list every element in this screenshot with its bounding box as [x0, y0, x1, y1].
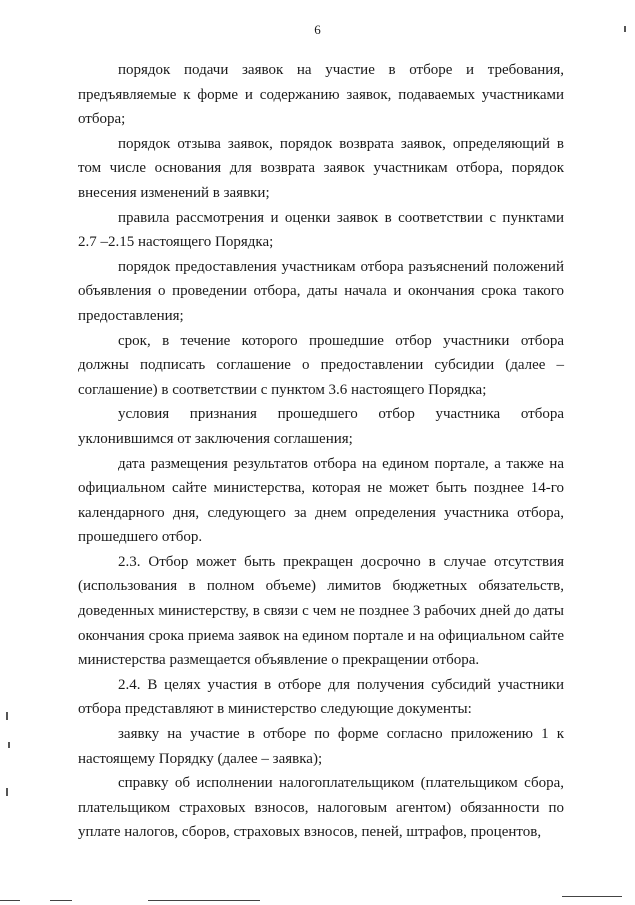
paragraph-2: порядок отзыва заявок, порядок возврата заявок, определяющий в том числе основания для возврата заявок участникам отбора, порядок внесения изменений в заявки;	[78, 135, 564, 201]
page-number: 6	[314, 22, 321, 37]
document-body	[78, 58, 564, 845]
footer-line	[148, 900, 260, 901]
paragraph-8: 2.3. Отбор может быть прекращен досрочно в случае отсутствия (использования в полном объеме) лимитов бюджетных обязательств, доведенных министерству, в связи с чем не позднее 3 рабочих дней до даты окончания срока приема заявок на едином портале и на официальном сайте министерства размещается объявление о прекращении отбора.	[78, 553, 564, 669]
paragraph-11: справку об исполнении налогоплательщиком (плательщиком сбора, плательщиком страховых взносов, налоговым агентом) обязанности по уплате налогов, сборов, страховых взносов, пеней, штрафов, процентов,	[78, 775, 564, 841]
paragraph-7: дата размещения результатов отбора на едином портале, а также на официальном сайте министерства, которая не может быть позднее 14-го календарного дня, следующего за днем определения участника отбора, прошедшего отбор.	[78, 455, 564, 546]
paragraph-10: заявку на участие в отборе по форме согласно приложению 1 к настоящему Порядку (далее – заявка);	[78, 726, 564, 767]
paragraph-4: порядок предоставления участникам отбора разъяснений положений объявления о проведении отбора, даты начала и окончания срока такого предоставления;	[78, 258, 564, 324]
footer-line	[562, 896, 622, 897]
paragraph-5: срок, в течение которого прошедшие отбор участники отбора должны подписать соглашение о предоставлении субсидии (далее – соглашение) в соответствии с пунктом 3.6 настоящего Порядка;	[78, 332, 564, 398]
scan-mark-left	[6, 712, 8, 720]
footer-line	[50, 900, 72, 901]
footer-line	[0, 900, 20, 901]
paragraph-3: правила рассмотрения и оценки заявок в соответствии с пунктами 2.7 –2.15 настоящего Порядка;	[78, 209, 564, 251]
scan-mark-right	[624, 26, 626, 32]
paragraph-1: порядок подачи заявок на участие в отборе и требования, предъявляемые к форме и содержанию заявок, подаваемых участниками отбора;	[78, 62, 564, 128]
paragraph-6: условия признания прошедшего отбор участника отбора уклонившимся от заключения соглашения;	[78, 406, 564, 447]
scan-mark-left	[6, 788, 8, 796]
paragraph-9: 2.4. В целях участия в отборе для получения субсидий участники отбора представляют в министерство следующие документы:	[78, 676, 564, 718]
scan-mark-left	[8, 742, 10, 748]
